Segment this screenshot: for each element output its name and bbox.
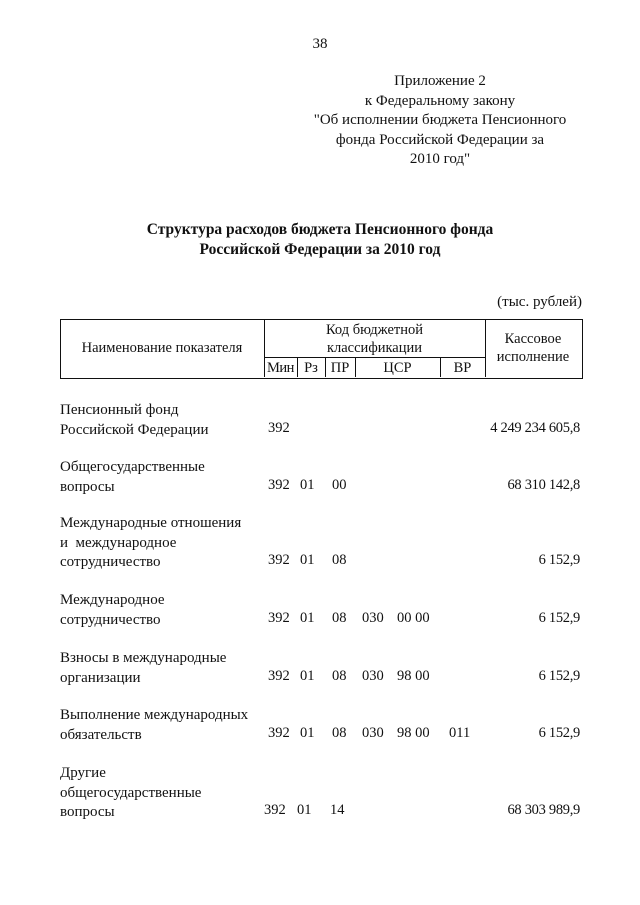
- cell-rz: 01: [300, 725, 315, 741]
- cell-amount: 6 152,9: [538, 668, 580, 684]
- row-label-line: Выполнение международных: [60, 707, 249, 723]
- cell-csr-program: 030: [362, 668, 384, 684]
- cell-pr: 08: [332, 725, 347, 741]
- appendix-line: Приложение 2: [394, 73, 486, 89]
- cell-min: 392: [268, 610, 290, 626]
- row-label-line: Международное: [60, 592, 165, 608]
- row-label-line: Российской Федерации: [60, 421, 209, 438]
- appendix-line: 2010 год": [409, 151, 471, 167]
- cell-rz: 01: [300, 477, 315, 493]
- title-line: Структура расходов бюджета Пенсионного фонда: [146, 221, 494, 238]
- header-code-line2: классификации: [326, 340, 423, 356]
- cell-min: 392: [268, 477, 290, 493]
- row-label: [60, 706, 248, 745]
- row-label-line: и международное: [60, 534, 177, 551]
- appendix-line: фонда Российской Федерации за: [335, 131, 545, 148]
- cell-vr: 011: [449, 725, 471, 741]
- row-label: [60, 514, 241, 573]
- row-label-line: вопросы: [60, 804, 115, 820]
- header-execution-line2: исполнение: [496, 349, 570, 365]
- cell-rz: 01: [300, 610, 315, 626]
- header-min: Мин: [267, 360, 294, 376]
- cell-min: 392: [268, 668, 290, 684]
- cell-amount: 6 152,9: [538, 552, 580, 568]
- cell-min: 392: [268, 552, 290, 568]
- cell-amount: 68 310 142,8: [507, 477, 580, 493]
- cell-pr: 08: [332, 668, 347, 684]
- row-label: [60, 401, 209, 440]
- row-label-line: сотрудничество: [60, 554, 161, 570]
- row-label: [60, 764, 201, 823]
- cell-min: 392: [264, 802, 286, 818]
- cell-pr: 08: [332, 610, 347, 626]
- row-label-line: Пенсионный фонд: [60, 402, 179, 418]
- row-label: [60, 458, 205, 497]
- row-label-line: общегосударственные: [60, 784, 202, 801]
- row-label-line: вопросы: [60, 478, 115, 495]
- row-label-line: обязательств: [60, 726, 142, 743]
- header-code-line1: Код бюджетной: [325, 322, 423, 338]
- document-title: [80, 220, 560, 260]
- units-label: (тыс. рублей): [497, 294, 582, 310]
- cell-amount: 4 249 234 605,8: [490, 420, 580, 436]
- page-number: 38: [312, 36, 328, 52]
- cell-amount: 6 152,9: [538, 610, 580, 626]
- row-label-line: Другие: [60, 765, 106, 781]
- header-csr: ЦСР: [383, 360, 412, 376]
- appendix-line: "Об исполнении бюджета Пенсионного: [313, 112, 567, 128]
- row-label-line: Международные отношения: [60, 515, 242, 531]
- cell-pr: 14: [330, 802, 345, 818]
- cell-pr: 00: [332, 477, 347, 493]
- cell-amount: 68 303 989,9: [507, 802, 580, 818]
- cell-csr-program: 030: [362, 610, 384, 626]
- cell-csr-article: 98 00: [397, 668, 430, 684]
- cell-csr-article: 98 00: [397, 725, 430, 741]
- header-execution-line1: Кассовое: [504, 331, 562, 347]
- row-label-line: Общегосударственные: [60, 459, 205, 475]
- title-line: Российской Федерации за 2010 год: [199, 241, 441, 258]
- cell-csr-program: 030: [362, 725, 384, 741]
- cell-min: 392: [268, 725, 290, 741]
- cell-rz: 01: [300, 552, 315, 568]
- cell-amount: 6 152,9: [538, 725, 580, 741]
- header-pr: ПР: [330, 360, 350, 376]
- cell-rz: 01: [300, 668, 315, 684]
- cell-pr: 08: [332, 552, 347, 568]
- cell-csr-article: 00 00: [397, 610, 430, 626]
- appendix-line: к Федеральному закону: [364, 92, 516, 109]
- cell-min: 392: [268, 420, 290, 436]
- appendix-note: [290, 72, 590, 170]
- cell-rz: 01: [297, 802, 312, 818]
- row-label-line: организации: [60, 669, 141, 686]
- header-name: Наименование показателя: [81, 340, 243, 356]
- row-label: [60, 591, 165, 630]
- header-rz: Рз: [304, 360, 318, 376]
- row-label-line: сотрудничество: [60, 611, 161, 628]
- row-label-line: Взносы в международные: [60, 650, 227, 666]
- header-vr: ВР: [453, 360, 472, 376]
- row-label: [60, 649, 226, 688]
